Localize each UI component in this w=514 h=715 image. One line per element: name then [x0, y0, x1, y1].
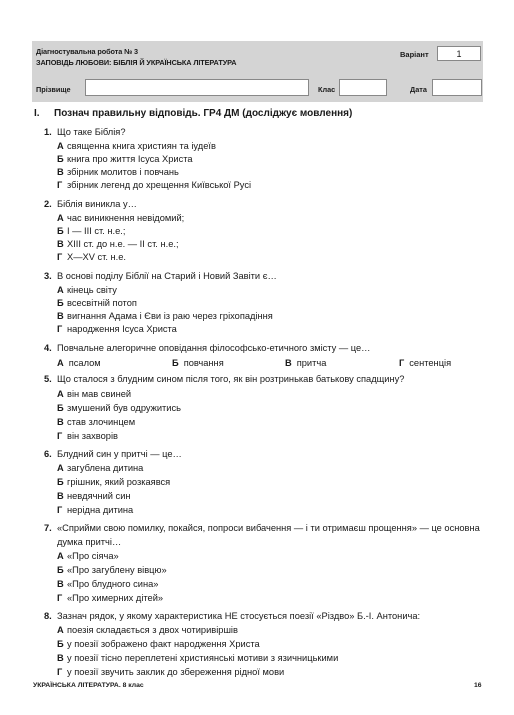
option-text: збірник легенд до хрещення Київської Русі [67, 180, 252, 190]
class-field[interactable] [339, 79, 387, 96]
option-4c[interactable] [285, 358, 326, 368]
option-letter: Б [172, 358, 179, 368]
section-title: Познач правильну відповідь. ГР4 ДМ (досліджує мовлення) [54, 108, 353, 119]
option-text: повчання [183, 358, 224, 368]
option-letter: Б [57, 298, 64, 308]
date-label: Дата [410, 85, 427, 94]
option-4b[interactable] [172, 358, 224, 368]
option-letter: В [57, 239, 64, 249]
option-letter: Б [57, 565, 64, 575]
date-field[interactable] [432, 79, 482, 96]
question-number: 8. [44, 611, 52, 621]
page-number: 16 [474, 682, 482, 689]
option-text: «Про загублену вівцю» [67, 565, 167, 575]
option-letter: А [57, 358, 64, 368]
question-text-continued: думка притчі… [57, 537, 122, 547]
option-letter: В [57, 167, 64, 177]
worksheet-subtitle: Діагностувальна робота № 3 [36, 47, 139, 56]
option-letter: В [57, 653, 64, 663]
question-text: «Сприйми свою помилку, покайся, попроси вибачення — і ти отримаєш прощення» — це основна [57, 523, 480, 533]
question-number: 3. [44, 271, 52, 281]
option-text: народження Ісуса Христа [67, 324, 177, 334]
option-text: збірник молитов і повчань [67, 167, 179, 177]
question-text: Блудний син у притчі — це… [57, 449, 182, 459]
question-text: Що таке Біблія? [57, 127, 126, 137]
option-text: притча [296, 358, 327, 368]
option-letter: Г [57, 324, 63, 334]
surname-label: Прізвище [36, 85, 71, 94]
option-text: змушений був одружитись [67, 403, 181, 413]
option-text: грішник, який розкаявся [67, 477, 171, 487]
option-text: він захворів [67, 431, 118, 441]
option-letter: Г [57, 252, 63, 262]
worksheet-header [32, 41, 483, 102]
question-text: Зазнач рядок, у якому характеристика НЕ стосується поезії «Різдво» Б.-І. Антонича: [57, 611, 421, 621]
option-text: невдячний син [67, 491, 131, 501]
option-text: він мав свиней [67, 389, 132, 399]
question-text: Що сталося з блудним сином після того, як він розтринькав батькову спадщину? [57, 374, 405, 384]
option-text: час виникнення невідомий; [67, 213, 185, 223]
option-text: у поезії зображено факт народження Христа [67, 639, 260, 649]
option-letter: В [57, 491, 64, 501]
option-letter: А [57, 141, 64, 151]
option-letter: А [57, 213, 64, 223]
option-text: вигнання Адама і Єви із раю через гріхопадіння [67, 311, 273, 321]
question-number: 6. [44, 449, 52, 459]
question-text: Повчальне алегоричне оповідання філософсько-етичного змісту — це… [57, 343, 371, 353]
option-letter: В [57, 579, 64, 589]
option-letter: А [57, 463, 64, 473]
option-letter: В [57, 417, 64, 427]
option-text: XIII ст. до н.е. — II ст. н.е.; [67, 239, 179, 249]
question-number: 4. [44, 343, 52, 353]
option-text: X—XV ст. н.е. [67, 252, 126, 262]
option-letter: В [285, 358, 292, 368]
variant-label: Варіант [400, 50, 429, 59]
option-letter: Г [57, 431, 63, 441]
option-letter: В [57, 311, 64, 321]
surname-field[interactable] [85, 79, 309, 96]
option-letter: Г [57, 180, 63, 190]
option-text: загублена дитина [67, 463, 144, 473]
option-letter: Б [57, 226, 64, 236]
option-text: «Про химерних дітей» [67, 593, 164, 603]
option-text: став злочинцем [67, 417, 136, 427]
option-letter: А [57, 285, 64, 295]
footer-subject: УКРАЇНСЬКА ЛІТЕРАТУРА. 8 клас [33, 682, 144, 689]
option-text: кінець світу [67, 285, 117, 295]
option-text: у поезії тісно переплетені християнські мотиви з язичницькими [67, 653, 339, 663]
question-number: 1. [44, 127, 52, 137]
option-letter: А [57, 389, 64, 399]
question-text: Біблія виникла у… [57, 199, 137, 209]
option-text: у поезії звучить заклик до збереження рідної мови [67, 667, 285, 677]
option-letter: Б [57, 403, 64, 413]
option-letter: Г [399, 358, 405, 368]
option-letter: Г [57, 667, 63, 677]
option-4a[interactable] [57, 358, 101, 368]
option-4d[interactable] [399, 358, 451, 368]
option-letter: А [57, 625, 64, 635]
option-letter: А [57, 551, 64, 561]
option-letter: Б [57, 477, 64, 487]
question-text: В основі поділу Біблії на Старий і Новий Завіти є… [57, 271, 277, 281]
question-number: 5. [44, 374, 52, 384]
option-text: I — III ст. н.е.; [67, 226, 126, 236]
option-text: «Про сіяча» [67, 551, 119, 561]
option-letter: Б [57, 154, 64, 164]
option-text: поезія складається з двох чотиривіршів [67, 625, 238, 635]
option-text: всесвітній потоп [67, 298, 137, 308]
option-text: священна книга християн та іудеїв [67, 141, 216, 151]
class-label: Клас [318, 85, 336, 94]
option-text: «Про блудного сина» [67, 579, 159, 589]
option-letter: Г [57, 505, 63, 515]
section-number: I. [34, 108, 40, 119]
option-letter: Г [57, 593, 63, 603]
question-number: 7. [44, 523, 52, 533]
option-text: нерідна дитина [67, 505, 134, 515]
option-text: книга про життя Ісуса Христа [67, 154, 193, 164]
option-text: псалом [68, 358, 101, 368]
variant-field[interactable]: 1 [437, 46, 481, 61]
question-number: 2. [44, 199, 52, 209]
option-text: сентенція [409, 358, 452, 368]
worksheet-title: ЗАПОВІДЬ ЛЮБОВИ: БІБЛІЯ Й УКРАЇНСЬКА ЛІТЕРАТУРА [36, 58, 237, 67]
option-letter: Б [57, 639, 64, 649]
